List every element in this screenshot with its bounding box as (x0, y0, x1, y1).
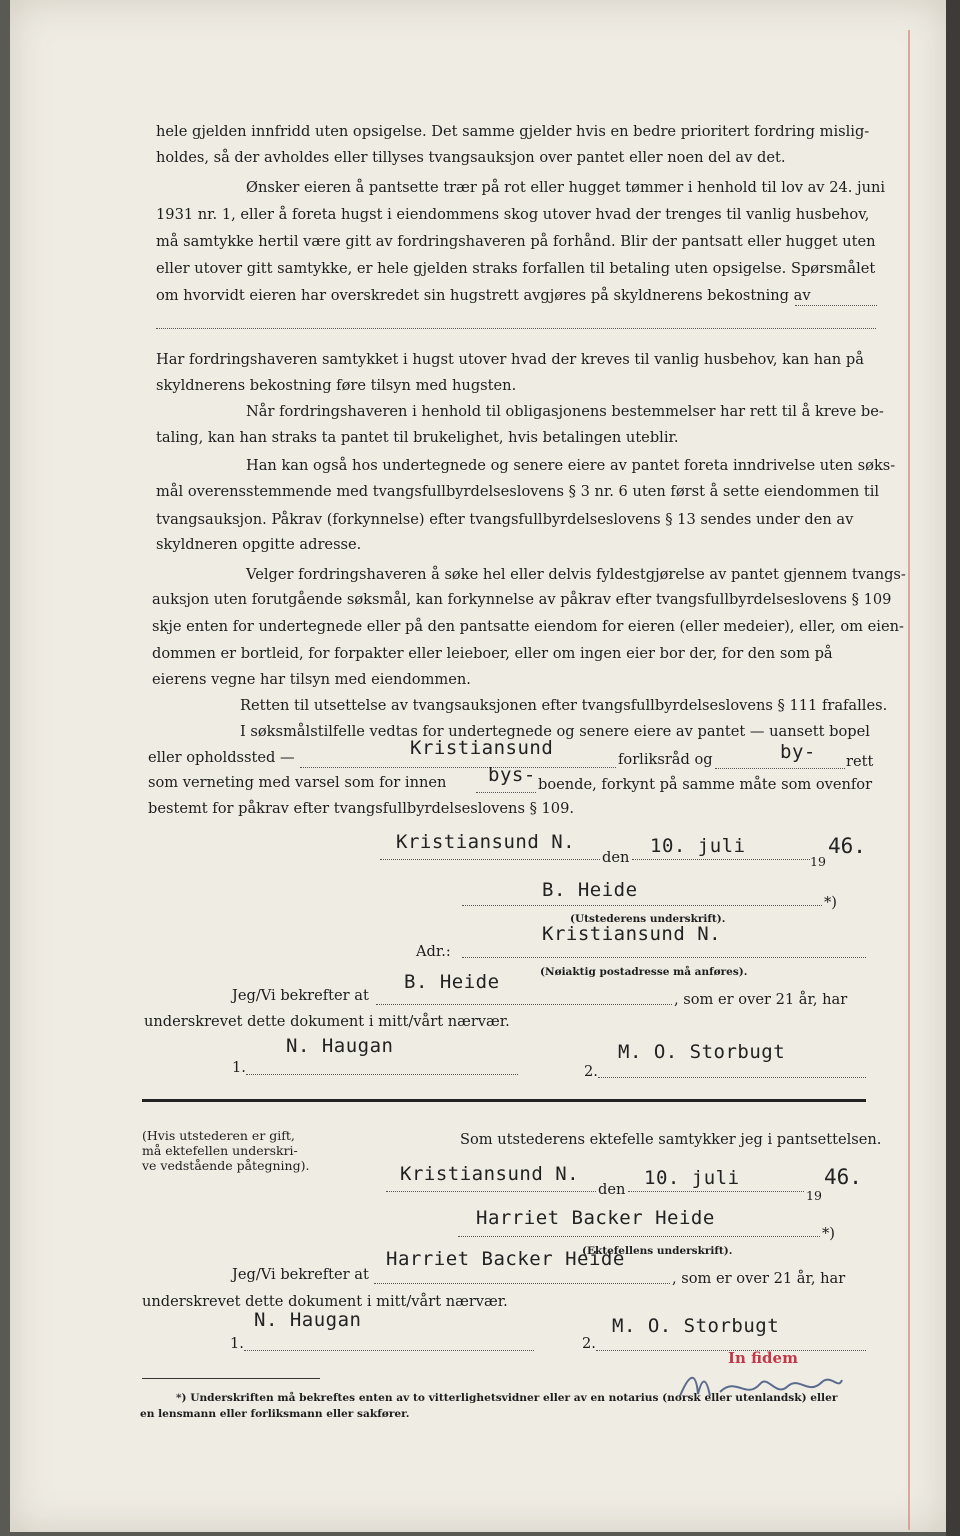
fill-line (376, 1004, 672, 1005)
body-line: dommen er bortleid, for forpakter eller leieboer, eller om ingen eier bor der, for den som på (152, 645, 833, 662)
section-divider (142, 1099, 866, 1102)
body-line: om hvorvidt eieren har overskredet sin hugstrett avgjøres på skyldnerens bekostning av (156, 287, 811, 304)
fill-line (156, 328, 876, 329)
spouse-caption: (Ektefellens underskrift). (582, 1245, 733, 1257)
body-line: Velger fordringshaveren å søke hel eller delvis fyldestgjørelse av pantet gjennem tvangs- (246, 566, 906, 583)
venue-line2-suffix: boende, forkynt på samme måte som ovenfor (538, 776, 873, 793)
body-line: må samtykke hertil være gitt av fordringshaveren på forhånd. Blir der pantsatt eller hugget uten (156, 233, 876, 250)
body-line: taling, kan han straks ta pantet til brukelighet, hvis betalingen uteblir. (156, 429, 679, 446)
fill-line (458, 1236, 820, 1237)
issuer-signature: B. Heide (542, 879, 638, 901)
fill-line (628, 1191, 804, 1192)
venue-line2: som verneting med varsel som for innen (148, 774, 447, 791)
issuer-address: Kristiansund N. (542, 923, 722, 945)
fill-line (598, 1077, 866, 1078)
spouse-date: 10. juli (644, 1167, 740, 1189)
in-fidem-stamp: In fidem (728, 1349, 798, 1367)
den-label: den (598, 1181, 626, 1198)
court-name: Kristiansund (410, 737, 554, 759)
footnote-rule (142, 1378, 320, 1379)
body-line: Har fordringshaveren samtykket i hugst utover hvad der kreves til vanlig husbehov, kan han på (156, 351, 864, 368)
confirm-prefix: Jeg/Vi bekrefter at (232, 1266, 369, 1283)
spouse-consent: Som utstederens ektefelle samtykker jeg i pantsettelsen. (460, 1131, 882, 1148)
fill-line (632, 859, 810, 860)
witness-number: 2. (584, 1063, 598, 1080)
signing-date: 10. juli (650, 835, 746, 857)
fill-line (244, 1350, 534, 1351)
footnote-line-1: *) Underskriften må bekreftes enten av to vitterlighetsvidner eller av en notarius (norsk eller utenlandsk) eller (176, 1392, 838, 1404)
rett-suffix: rett (846, 753, 874, 770)
scan-edge (946, 0, 960, 1536)
confirm-name: B. Heide (404, 971, 500, 993)
fill-line (715, 768, 845, 769)
adr-label: Adr.: (416, 943, 451, 960)
spouse-place: Kristiansund N. (400, 1163, 580, 1185)
margin-line (908, 30, 910, 1530)
signing-place: Kristiansund N. (396, 831, 576, 853)
fill-line (386, 1191, 596, 1192)
body-line: I søksmålstilfelle vedtas for undertegnede og senere eiere av pantet — uansett bopel (240, 723, 870, 740)
year-prefix: 19 (806, 1188, 822, 1203)
fill-line (374, 1283, 670, 1284)
spouse-note-1: (Hvis utstederen er gift, (142, 1128, 295, 1143)
fill-line (246, 1074, 518, 1075)
fill-line (380, 859, 600, 860)
body-line: Han kan også hos undertegnede og senere eiere av pantet foreta inndrivelse uten søks- (246, 457, 896, 474)
confirm-suffix: , som er over 21 år, har (672, 1270, 846, 1287)
body-line: skyldnerens bekostning føre tilsyn med hugsten. (156, 377, 517, 394)
witness-1: N. Haugan (254, 1309, 362, 1331)
body-line: skyldneren opgitte adresse. (156, 536, 362, 553)
issuer-caption: (Utstederens underskrift). (570, 913, 726, 925)
body-line: skje enten for undertegnede eller på den pantsatte eiendom for eieren (eller medeier), eller, om eien- (152, 618, 904, 635)
court-suffix: forliksråd og (618, 751, 713, 768)
year-suffix: 46. (828, 834, 866, 858)
witness-number: 2. (582, 1335, 596, 1352)
body-line: mål overensstemmende med tvangsfullbyrdelseslovens § 3 nr. 6 uten først å sette eiendommen til (156, 483, 880, 500)
body-line: Når fordringshaveren i henhold til obligasjonens bestemmelser har rett til å kreve be- (246, 403, 884, 420)
confirm-prefix: Jeg/Vi bekrefter at (232, 987, 369, 1004)
body-line: auksjon uten forutgående søksmål, kan forkynnelse av påkrav efter tvangsfullbyrdelseslovens § 109 (152, 591, 892, 608)
fill-line (462, 957, 866, 958)
footnote-mark: *) (822, 1225, 835, 1242)
body-line: tvangsauksjon. Påkrav (forkynnelse) efter tvangsfullbyrdelseslovens § 13 sendes under den av (156, 511, 854, 528)
witness-number: 1. (232, 1059, 246, 1076)
fill-line (476, 792, 536, 793)
fill-line (300, 767, 616, 768)
confirm-suffix: , som er over 21 år, har (674, 991, 848, 1008)
spouse-signature: Harriet Backer Heide (476, 1207, 715, 1229)
witness-2: M. O. Storbugt (612, 1315, 780, 1337)
year-prefix: 19 (810, 854, 826, 869)
den-label: den (602, 849, 630, 866)
fill-line (795, 305, 877, 306)
spouse-note-3: ve vedstående påtegning). (142, 1158, 310, 1173)
body-line: holdes, så der avholdes eller tillyses tvangsauksjon over pantet eller noen del av det. (156, 149, 786, 166)
witness-2: M. O. Storbugt (618, 1041, 786, 1063)
rett-typed: by- (780, 741, 816, 763)
spouse-note-2: må ektefellen underskri- (142, 1143, 298, 1158)
body-line: Ønsker eieren å pantsette trær på rot eller hugget tømmer i henhold til lov av 24. juni (246, 179, 886, 196)
footnote-line-2: en lensmann eller forliksmann eller sakfører. (140, 1408, 410, 1420)
year-suffix: 46. (824, 1165, 862, 1189)
venue-prefix: eller opholdssted — (148, 749, 295, 766)
witness-number: 1. (230, 1335, 244, 1352)
venue-line3: bestemt for påkrav efter tvangsfullbyrdelseslovens § 109. (148, 800, 575, 817)
body-line: Retten til utsettelse av tvangsauksjonen efter tvangsfullbyrdelseslovens § 111 frafalles. (240, 697, 888, 714)
body-line: eierens vegne har tilsyn med eiendommen. (152, 671, 471, 688)
body-line: eller utover gitt samtykke, er hele gjelden straks forfallen til betaling uten opsigelse. Spørsmålet (156, 260, 876, 277)
bys-typed: bys- (488, 764, 536, 786)
body-line: 1931 nr. 1, eller å foreta hugst i eiendommens skog utover hvad der trenges til vanlig husbehov, (156, 206, 870, 223)
witness-1: N. Haugan (286, 1035, 394, 1057)
address-caption: (Nøiaktig postadresse må anføres). (540, 966, 748, 978)
confirm-name: Harriet Backer Heide (386, 1248, 625, 1270)
confirm-line2: underskrevet dette dokument i mitt/vårt nærvær. (142, 1293, 508, 1310)
confirm-line2: underskrevet dette dokument i mitt/vårt nærvær. (144, 1013, 510, 1030)
footnote-mark: *) (824, 894, 837, 911)
body-line: hele gjelden innfridd uten opsigelse. Det samme gjelder hvis en bedre prioritert fordring mislig- (156, 123, 870, 140)
fill-line (462, 905, 822, 906)
